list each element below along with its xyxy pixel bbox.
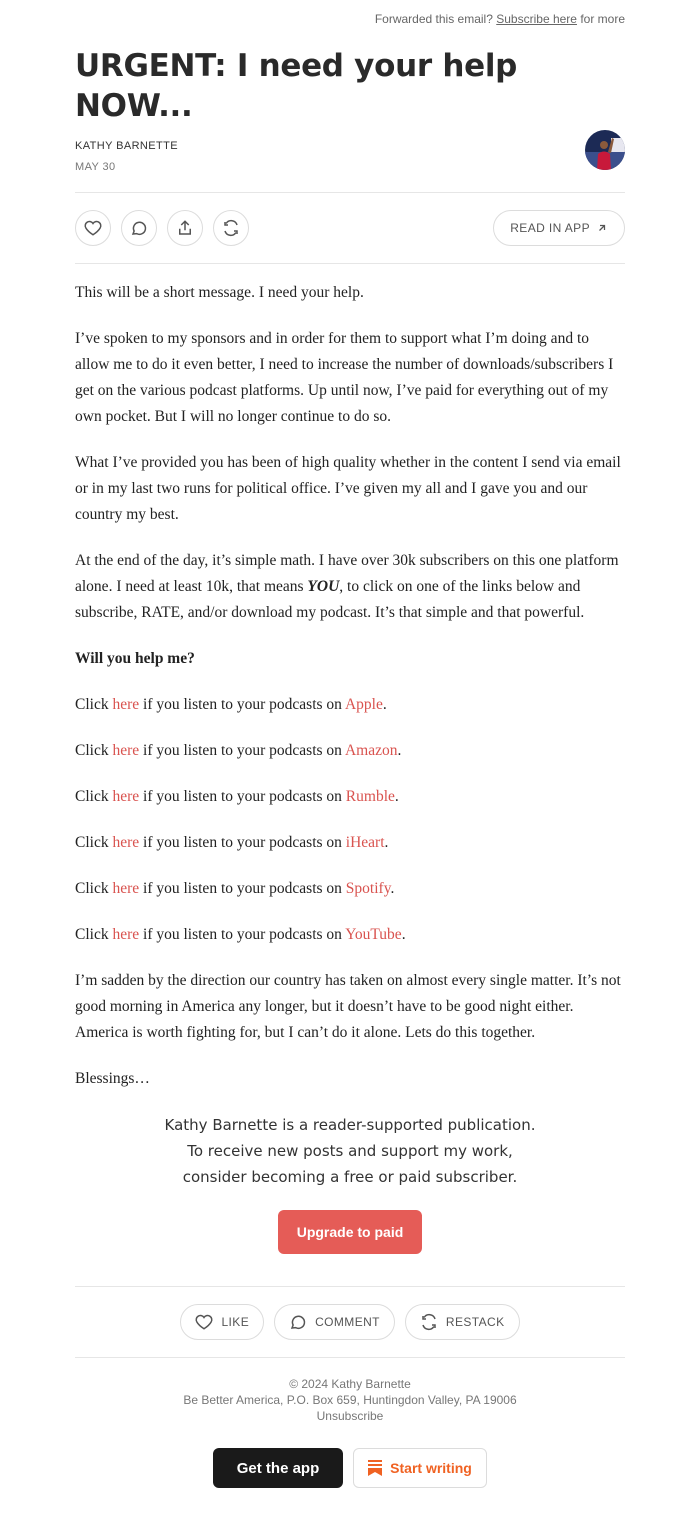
paragraph-4-start: At the end of the day, it’s simple math. I have over 30k subscribers on this one platform alone. I need at least 10k, that means bbox=[75, 552, 619, 595]
here-link-apple[interactable]: here bbox=[112, 696, 140, 713]
podcast-link-line: Click here if you listen to your podcasts on Amazon. bbox=[75, 742, 402, 759]
email-container bbox=[75, 0, 625, 1488]
address-text: Be Better America, P.O. Box 659, Huntingdon Valley, PA 19006 bbox=[183, 1393, 517, 1407]
platform-link-amazon[interactable]: Amazon bbox=[344, 742, 398, 759]
footer-like-button[interactable] bbox=[180, 1304, 264, 1340]
podcast-link-line: Click here if you listen to your podcasts on Apple. bbox=[75, 696, 387, 713]
click-prefix: Click bbox=[75, 696, 109, 713]
click-prefix: Click bbox=[75, 880, 109, 897]
platform-link-spotify[interactable]: Spotify bbox=[345, 880, 391, 897]
like-label: LIKE bbox=[221, 1315, 250, 1329]
comment-label: COMMENT bbox=[315, 1315, 380, 1329]
start-writing-label: Start writing bbox=[390, 1460, 472, 1476]
platform-link-apple[interactable]: Apple bbox=[344, 696, 383, 713]
here-link-iheart[interactable]: here bbox=[112, 834, 140, 851]
footer-comment-button[interactable] bbox=[274, 1304, 395, 1340]
arrow-up-right-icon bbox=[596, 222, 608, 234]
start-writing-button[interactable] bbox=[353, 1448, 487, 1488]
support-message: Kathy Barnette is a reader-supported publication. To receive new posts and support my work, consider becoming a free or paid subscriber. bbox=[164, 1116, 536, 1186]
question-text: Will you help me? bbox=[75, 650, 195, 667]
paragraph-3: What I’ve provided you has been of high quality whether in the content I send via email or in my last two runs for political office. I’ve given my all and I gave you and our country my best. bbox=[75, 454, 621, 523]
unsubscribe-link[interactable]: Unsubscribe bbox=[316, 1409, 384, 1423]
substack-logo-icon bbox=[368, 1460, 382, 1476]
post-actions-bar bbox=[75, 193, 625, 263]
comment-icon bbox=[289, 1313, 307, 1331]
emphasis-you: YOU bbox=[307, 578, 340, 595]
like-button[interactable] bbox=[75, 210, 111, 246]
click-prefix: Click bbox=[75, 834, 109, 851]
post-title[interactable]: URGENT: I need your help NOW... bbox=[75, 48, 518, 124]
click-middle: if you listen to your podcasts on bbox=[143, 696, 342, 713]
post-meta bbox=[75, 140, 625, 192]
share-icon bbox=[176, 219, 194, 237]
podcast-link-line: Click here if you listen to your podcasts on Spotify. bbox=[75, 880, 395, 897]
podcast-link-line: Click here if you listen to your podcasts on iHeart. bbox=[75, 834, 389, 851]
comment-icon bbox=[130, 219, 148, 237]
restack-icon bbox=[222, 219, 240, 237]
copyright-text: © 2024 Kathy Barnette bbox=[289, 1377, 411, 1391]
comment-button[interactable] bbox=[121, 210, 157, 246]
paragraph-4-end: , to click on one of the links below and subscribe, RATE, and/or download my podcast. It’s that simple and that powerful. bbox=[75, 578, 585, 621]
heart-icon bbox=[84, 219, 102, 237]
footer-app-buttons bbox=[75, 1448, 625, 1488]
podcast-link-line: Click here if you listen to your podcasts on YouTube. bbox=[75, 926, 406, 943]
here-link-spotify[interactable]: here bbox=[112, 880, 140, 897]
click-middle: if you listen to your podcasts on bbox=[143, 834, 342, 851]
footer-info bbox=[75, 1358, 625, 1424]
paragraph-2: I’ve spoken to my sponsors and in order for them to support what I’m doing and to allow me to do it even better, I need to increase the number of downloads/subscribers I get on the various podcast platforms. Up until now, I’ve paid for everything out of my own pocket. But I will no longer continue to do so. bbox=[75, 330, 614, 425]
closing: Blessings… bbox=[75, 1070, 150, 1087]
platform-link-iheart[interactable]: iHeart bbox=[345, 834, 385, 851]
post-body bbox=[75, 264, 625, 1092]
post-date: MAY 30 bbox=[75, 161, 116, 173]
platform-link-youtube[interactable]: YouTube bbox=[345, 926, 402, 943]
here-link-youtube[interactable]: here bbox=[112, 926, 140, 943]
restack-button[interactable] bbox=[213, 210, 249, 246]
subscribe-here-link[interactable]: Subscribe here bbox=[496, 12, 577, 26]
forwarded-suffix: for more bbox=[580, 12, 625, 26]
here-link-rumble[interactable]: here bbox=[112, 788, 140, 805]
read-in-app-label: READ IN APP bbox=[510, 221, 590, 235]
heart-icon bbox=[195, 1313, 213, 1331]
avatar-image bbox=[585, 130, 625, 170]
click-prefix: Click bbox=[75, 788, 109, 805]
click-middle: if you listen to your podcasts on bbox=[143, 788, 342, 805]
paragraph-5: I’m sadden by the direction our country has taken on almost every single matter. It’s not good morning in America any longer, but it doesn’t have to be good night either. America is worth fighting for, but I can’t do it alone. Lets do this together. bbox=[75, 972, 621, 1041]
author-avatar[interactable] bbox=[585, 130, 625, 170]
share-button[interactable] bbox=[167, 210, 203, 246]
footer-actions-bar bbox=[75, 1287, 625, 1357]
click-middle: if you listen to your podcasts on bbox=[143, 926, 342, 943]
upgrade-to-paid-button[interactable]: Upgrade to paid bbox=[278, 1210, 422, 1254]
click-prefix: Click bbox=[75, 742, 109, 759]
click-middle: if you listen to your podcasts on bbox=[143, 742, 342, 759]
paragraph-4 bbox=[75, 548, 625, 626]
restack-label: RESTACK bbox=[445, 1315, 505, 1329]
paragraph-1: This will be a short message. I need your help. bbox=[75, 284, 364, 301]
click-middle: if you listen to your podcasts on bbox=[143, 880, 342, 897]
here-link-amazon[interactable]: here bbox=[112, 742, 140, 759]
platform-link-rumble[interactable]: Rumble bbox=[345, 788, 395, 805]
forwarded-prefix: Forwarded this email? bbox=[374, 12, 493, 26]
forwarded-notice bbox=[75, 0, 625, 32]
restack-icon bbox=[420, 1313, 438, 1331]
podcast-link-line: Click here if you listen to your podcasts on Rumble. bbox=[75, 788, 399, 805]
get-the-app-button[interactable]: Get the app bbox=[213, 1448, 343, 1488]
footer-restack-button[interactable] bbox=[405, 1304, 520, 1340]
read-in-app-button[interactable] bbox=[493, 210, 625, 246]
author-name[interactable]: KATHY BARNETTE bbox=[75, 140, 178, 152]
question bbox=[75, 646, 625, 672]
click-prefix: Click bbox=[75, 926, 109, 943]
